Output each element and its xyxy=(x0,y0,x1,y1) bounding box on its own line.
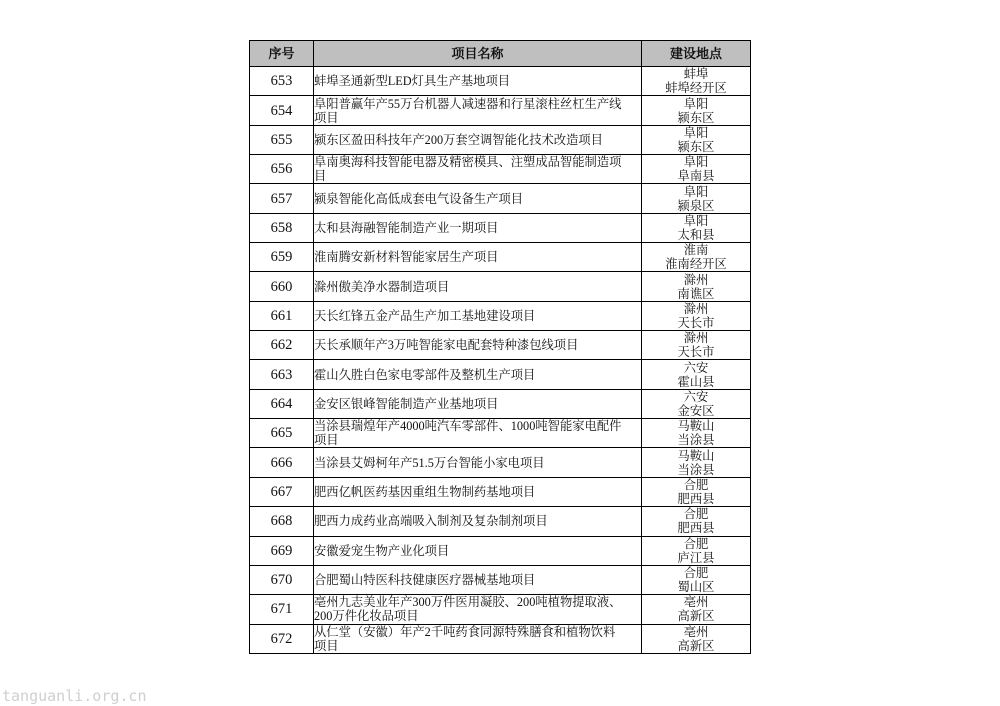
location-city: 合肥 xyxy=(683,536,709,551)
table-row xyxy=(250,331,751,360)
cell-location xyxy=(642,448,751,477)
location-district: 阜南县 xyxy=(677,169,715,184)
project-name: 滁州傲美净水器制造项目 xyxy=(314,279,450,294)
location-city: 合肥 xyxy=(683,566,709,581)
project-table xyxy=(249,40,751,654)
location-district: 庐江县 xyxy=(677,550,715,565)
table-row xyxy=(250,301,751,330)
cell-location xyxy=(642,67,751,96)
header-no: 序号 xyxy=(250,41,314,67)
cell-location xyxy=(642,243,751,272)
cell-name xyxy=(314,595,642,624)
location-district: 颍东区 xyxy=(677,110,715,125)
watermark-text: tanguanli.org.cn xyxy=(2,687,147,705)
location-city: 六安 xyxy=(683,360,709,375)
cell-location xyxy=(642,536,751,565)
location-district: 淮南经开区 xyxy=(665,257,727,272)
project-name: 淮南腾安新材料智能家居生产项目 xyxy=(314,250,499,265)
location-city: 阜阳 xyxy=(683,96,709,111)
project-name: 金安区银峰智能制造产业基地项目 xyxy=(314,396,499,411)
cell-name xyxy=(314,213,642,242)
cell-no: 655 xyxy=(250,125,314,154)
location-city: 滁州 xyxy=(683,331,709,346)
cell-name xyxy=(314,536,642,565)
cell-location xyxy=(642,213,751,242)
cell-location xyxy=(642,507,751,536)
cell-location xyxy=(642,477,751,506)
cell-location xyxy=(642,96,751,125)
cell-name xyxy=(314,389,642,418)
table-row xyxy=(250,419,751,448)
cell-location xyxy=(642,301,751,330)
header-row xyxy=(250,41,751,67)
location-district: 高新区 xyxy=(677,638,715,653)
project-name: 太和县海融智能制造产业一期项目 xyxy=(314,220,499,235)
table-row xyxy=(250,243,751,272)
location-city: 马鞍山 xyxy=(677,419,715,434)
project-name: 颍泉智能化高低成套电气设备生产项目 xyxy=(314,191,524,206)
location-district: 当涂县 xyxy=(677,433,715,448)
location-city: 阜阳 xyxy=(683,184,709,199)
project-name: 阜阳普赢年产55万台机器人减速器和行星滚柱丝杠生产线项目 xyxy=(314,96,622,125)
cell-no: 663 xyxy=(250,360,314,389)
project-name: 颍东区盈田科技年产200万套空调智能化技术改造项目 xyxy=(314,132,603,147)
cell-name xyxy=(314,184,642,213)
cell-name xyxy=(314,624,642,653)
cell-location xyxy=(642,331,751,360)
project-name: 天长承顺年产3万吨智能家电配套特种漆包线项目 xyxy=(314,338,579,353)
cell-no: 660 xyxy=(250,272,314,301)
table-row xyxy=(250,360,751,389)
cell-name xyxy=(314,448,642,477)
table-row xyxy=(250,389,751,418)
cell-location xyxy=(642,389,751,418)
cell-location xyxy=(642,155,751,184)
location-city: 淮南 xyxy=(683,243,709,258)
cell-no: 672 xyxy=(250,624,314,653)
location-district: 当涂县 xyxy=(677,462,715,477)
location-city: 阜阳 xyxy=(683,125,709,140)
location-city: 亳州 xyxy=(683,624,709,639)
cell-location xyxy=(642,595,751,624)
cell-location xyxy=(642,184,751,213)
project-name: 当涂县瑞煌年产4000吨汽车零部件、1000吨智能家电配件项目 xyxy=(314,419,622,448)
cell-location xyxy=(642,272,751,301)
cell-location xyxy=(642,360,751,389)
location-district: 肥西县 xyxy=(677,491,715,506)
cell-no: 658 xyxy=(250,213,314,242)
project-name: 阜南奥海科技智能电器及精密模具、注塑成品智能制造项目 xyxy=(314,155,622,184)
cell-no: 654 xyxy=(250,96,314,125)
location-district: 颍东区 xyxy=(677,139,715,154)
header-location: 建设地点 xyxy=(642,41,751,67)
table-row xyxy=(250,507,751,536)
cell-no: 657 xyxy=(250,184,314,213)
project-name: 安徽爱宠生物产业化项目 xyxy=(314,543,450,558)
table-row xyxy=(250,477,751,506)
table-row xyxy=(250,184,751,213)
cell-no: 661 xyxy=(250,301,314,330)
location-city: 马鞍山 xyxy=(677,448,715,463)
cell-name xyxy=(314,565,642,594)
location-district: 金安区 xyxy=(677,403,715,418)
header-name: 项目名称 xyxy=(314,41,642,67)
location-district: 霍山县 xyxy=(677,374,715,389)
cell-name xyxy=(314,419,642,448)
cell-no: 669 xyxy=(250,536,314,565)
location-district: 肥西县 xyxy=(677,521,715,536)
table-row xyxy=(250,67,751,96)
location-city: 合肥 xyxy=(683,507,709,522)
cell-no: 662 xyxy=(250,331,314,360)
location-district: 蜀山区 xyxy=(677,580,715,595)
table-row xyxy=(250,213,751,242)
project-name: 霍山久胜白色家电零部件及整机生产项目 xyxy=(314,367,536,382)
table-row xyxy=(250,595,751,624)
cell-no: 656 xyxy=(250,155,314,184)
location-city: 蚌埠 xyxy=(683,67,709,82)
location-city: 阜阳 xyxy=(683,155,709,170)
cell-name xyxy=(314,477,642,506)
location-city: 滁州 xyxy=(683,301,709,316)
project-name: 亳州九志美业年产300万件医用凝胶、200吨植物提取液、200万件化妆品项目 xyxy=(314,595,622,624)
location-city: 阜阳 xyxy=(683,213,709,228)
project-name: 蚌埠圣通新型LED灯具生产基地项目 xyxy=(314,74,511,89)
cell-name xyxy=(314,155,642,184)
cell-name xyxy=(314,301,642,330)
location-district: 高新区 xyxy=(677,609,715,624)
table-row xyxy=(250,155,751,184)
cell-no: 667 xyxy=(250,477,314,506)
cell-name xyxy=(314,96,642,125)
cell-name xyxy=(314,243,642,272)
location-city: 滁州 xyxy=(683,272,709,287)
table-row xyxy=(250,448,751,477)
table-row xyxy=(250,536,751,565)
cell-no: 653 xyxy=(250,67,314,96)
table-row xyxy=(250,272,751,301)
cell-name xyxy=(314,125,642,154)
location-city: 合肥 xyxy=(683,477,709,492)
cell-name xyxy=(314,272,642,301)
project-name: 天长红锋五金产品生产加工基地建设项目 xyxy=(314,308,536,323)
location-district: 天长市 xyxy=(677,315,715,330)
cell-no: 671 xyxy=(250,595,314,624)
project-name: 从仁堂（安徽）年产2千吨药食同源特殊膳食和植物饮料项目 xyxy=(314,624,616,653)
cell-no: 665 xyxy=(250,419,314,448)
project-name: 合肥蜀山特医科技健康医疗器械基地项目 xyxy=(314,573,536,588)
cell-no: 668 xyxy=(250,507,314,536)
cell-no: 659 xyxy=(250,243,314,272)
table-row xyxy=(250,96,751,125)
cell-name xyxy=(314,360,642,389)
project-name: 当涂县艾姆柯年产51.5万台智能小家电项目 xyxy=(314,455,545,470)
project-name: 肥西力成药业高端吸入制剂及复杂制剂项目 xyxy=(314,514,548,529)
table-row xyxy=(250,565,751,594)
table-header xyxy=(250,41,751,67)
cell-no: 670 xyxy=(250,565,314,594)
project-name: 肥西亿帆医药基因重组生物制药基地项目 xyxy=(314,484,536,499)
cell-location xyxy=(642,624,751,653)
cell-name xyxy=(314,507,642,536)
location-city: 亳州 xyxy=(683,595,709,610)
cell-location xyxy=(642,565,751,594)
cell-location xyxy=(642,125,751,154)
cell-name xyxy=(314,331,642,360)
cell-location xyxy=(642,419,751,448)
location-district: 太和县 xyxy=(677,227,715,242)
table-row xyxy=(250,624,751,653)
location-district: 蚌埠经开区 xyxy=(665,81,727,96)
cell-name xyxy=(314,67,642,96)
table-body xyxy=(250,67,751,654)
location-district: 南谯区 xyxy=(677,286,715,301)
cell-no: 664 xyxy=(250,389,314,418)
location-district: 天长市 xyxy=(677,345,715,360)
location-district: 颍泉区 xyxy=(677,198,715,213)
location-city: 六安 xyxy=(683,389,709,404)
cell-no: 666 xyxy=(250,448,314,477)
table-row xyxy=(250,125,751,154)
